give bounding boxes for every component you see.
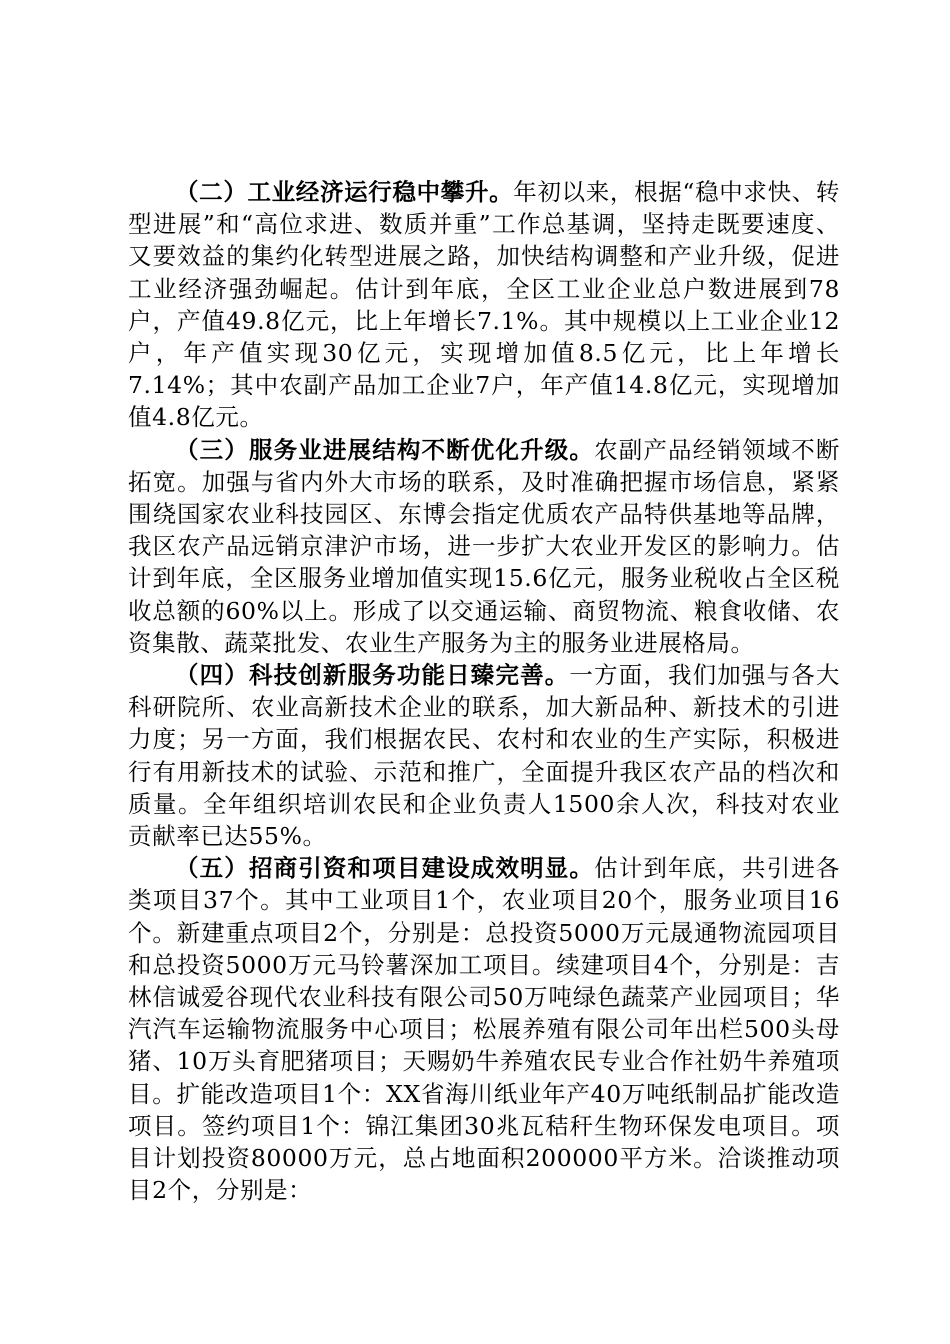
paragraph-service-industry <box>128 434 840 659</box>
section-body: 估计到年底，共引进各类项目37个。其中工业项目1个，农业项目20个，服务业项目16个。新建重点项目2个，分别是：总投资5000万元晟通物流园项目和总投资5000万元马铃薯深加工项目。续建项目4个，分别是：吉林信诚爱谷现代农业科技有限公司50万吨绿色蔬菜产业园项目；华汽汽车运输物流服务中心项目；松展养殖有限公司年出栏500头母猪、10万头育肥猪项目；天赐奶牛养殖农民专业合作社奶牛养殖项目。扩能改造项目1个：XX省海川纸业年产40万吨纸制品扩能改造项目。签约项目1个：锦江集团30兆瓦秸秆生物环保发电项目。项目计划投资80000万元，总占地面积200000平方米。洽谈推动项目2个，分别是： <box>128 854 841 1205</box>
section-heading: （五）招商引资和项目建设成效明显。 <box>175 854 595 883</box>
section-body: 年初以来，根据“稳中求快、转型进展”和“高位求进、数质并重”工作总基调，坚持走既要速度、又要效益的集约化转型进展之路，加快结构调整和产业升级，促进工业经济强劲崛起。估计到年底，全区工业企业总户数进展到78户，产值49.8亿元，比上年增长7.1%。其中规模以上工业企业12户，年产值实现30亿元，实现增加值8.5亿元，比上年增长7.14%；其中农副产品加工企业7户，年产值14.8亿元，实现增加值4.8亿元。 <box>128 178 840 432</box>
document-body <box>128 176 840 1207</box>
paragraph-industrial-economy <box>128 176 840 434</box>
section-heading: （三）服务业进展结构不断优化升级。 <box>175 435 595 464</box>
section-body: 农副产品经销领域不断拓宽。加强与省内外大市场的联系，及时准确把握市场信息，紧紧围绕国家农业科技园区、东博会指定优质农产品特供基地等品牌，我区农产品远销京津沪市场，进一步扩大农业开发区的影响力。估计到年底，全区服务业增加值实现15.6亿元，服务业税收占全区税收总额的60%以上。形成了以交通运输、商贸物流、粮食收储、农资集散、蔬菜批发、农业生产服务为主的服务业进展格局。 <box>128 435 841 657</box>
section-heading: （二）工业经济运行稳中攀升。 <box>175 178 514 206</box>
section-heading: （四）科技创新服务功能日臻完善。 <box>175 661 570 690</box>
section-body: 一方面，我们加强与各大科研院所、农业高新技术企业的联系，加大新品种、新技术的引进力度；另一方面，我们根据农民、农村和农业的生产实际，积极进行有用新技术的试验、示范和推广，全面提升我区农产品的档次和质量。全年组织培训农民和企业负责人1500余人次，科技对农业贡献率已达55%。 <box>128 661 840 851</box>
paragraph-tech-innovation <box>128 659 840 852</box>
paragraph-investment-projects <box>128 852 840 1206</box>
